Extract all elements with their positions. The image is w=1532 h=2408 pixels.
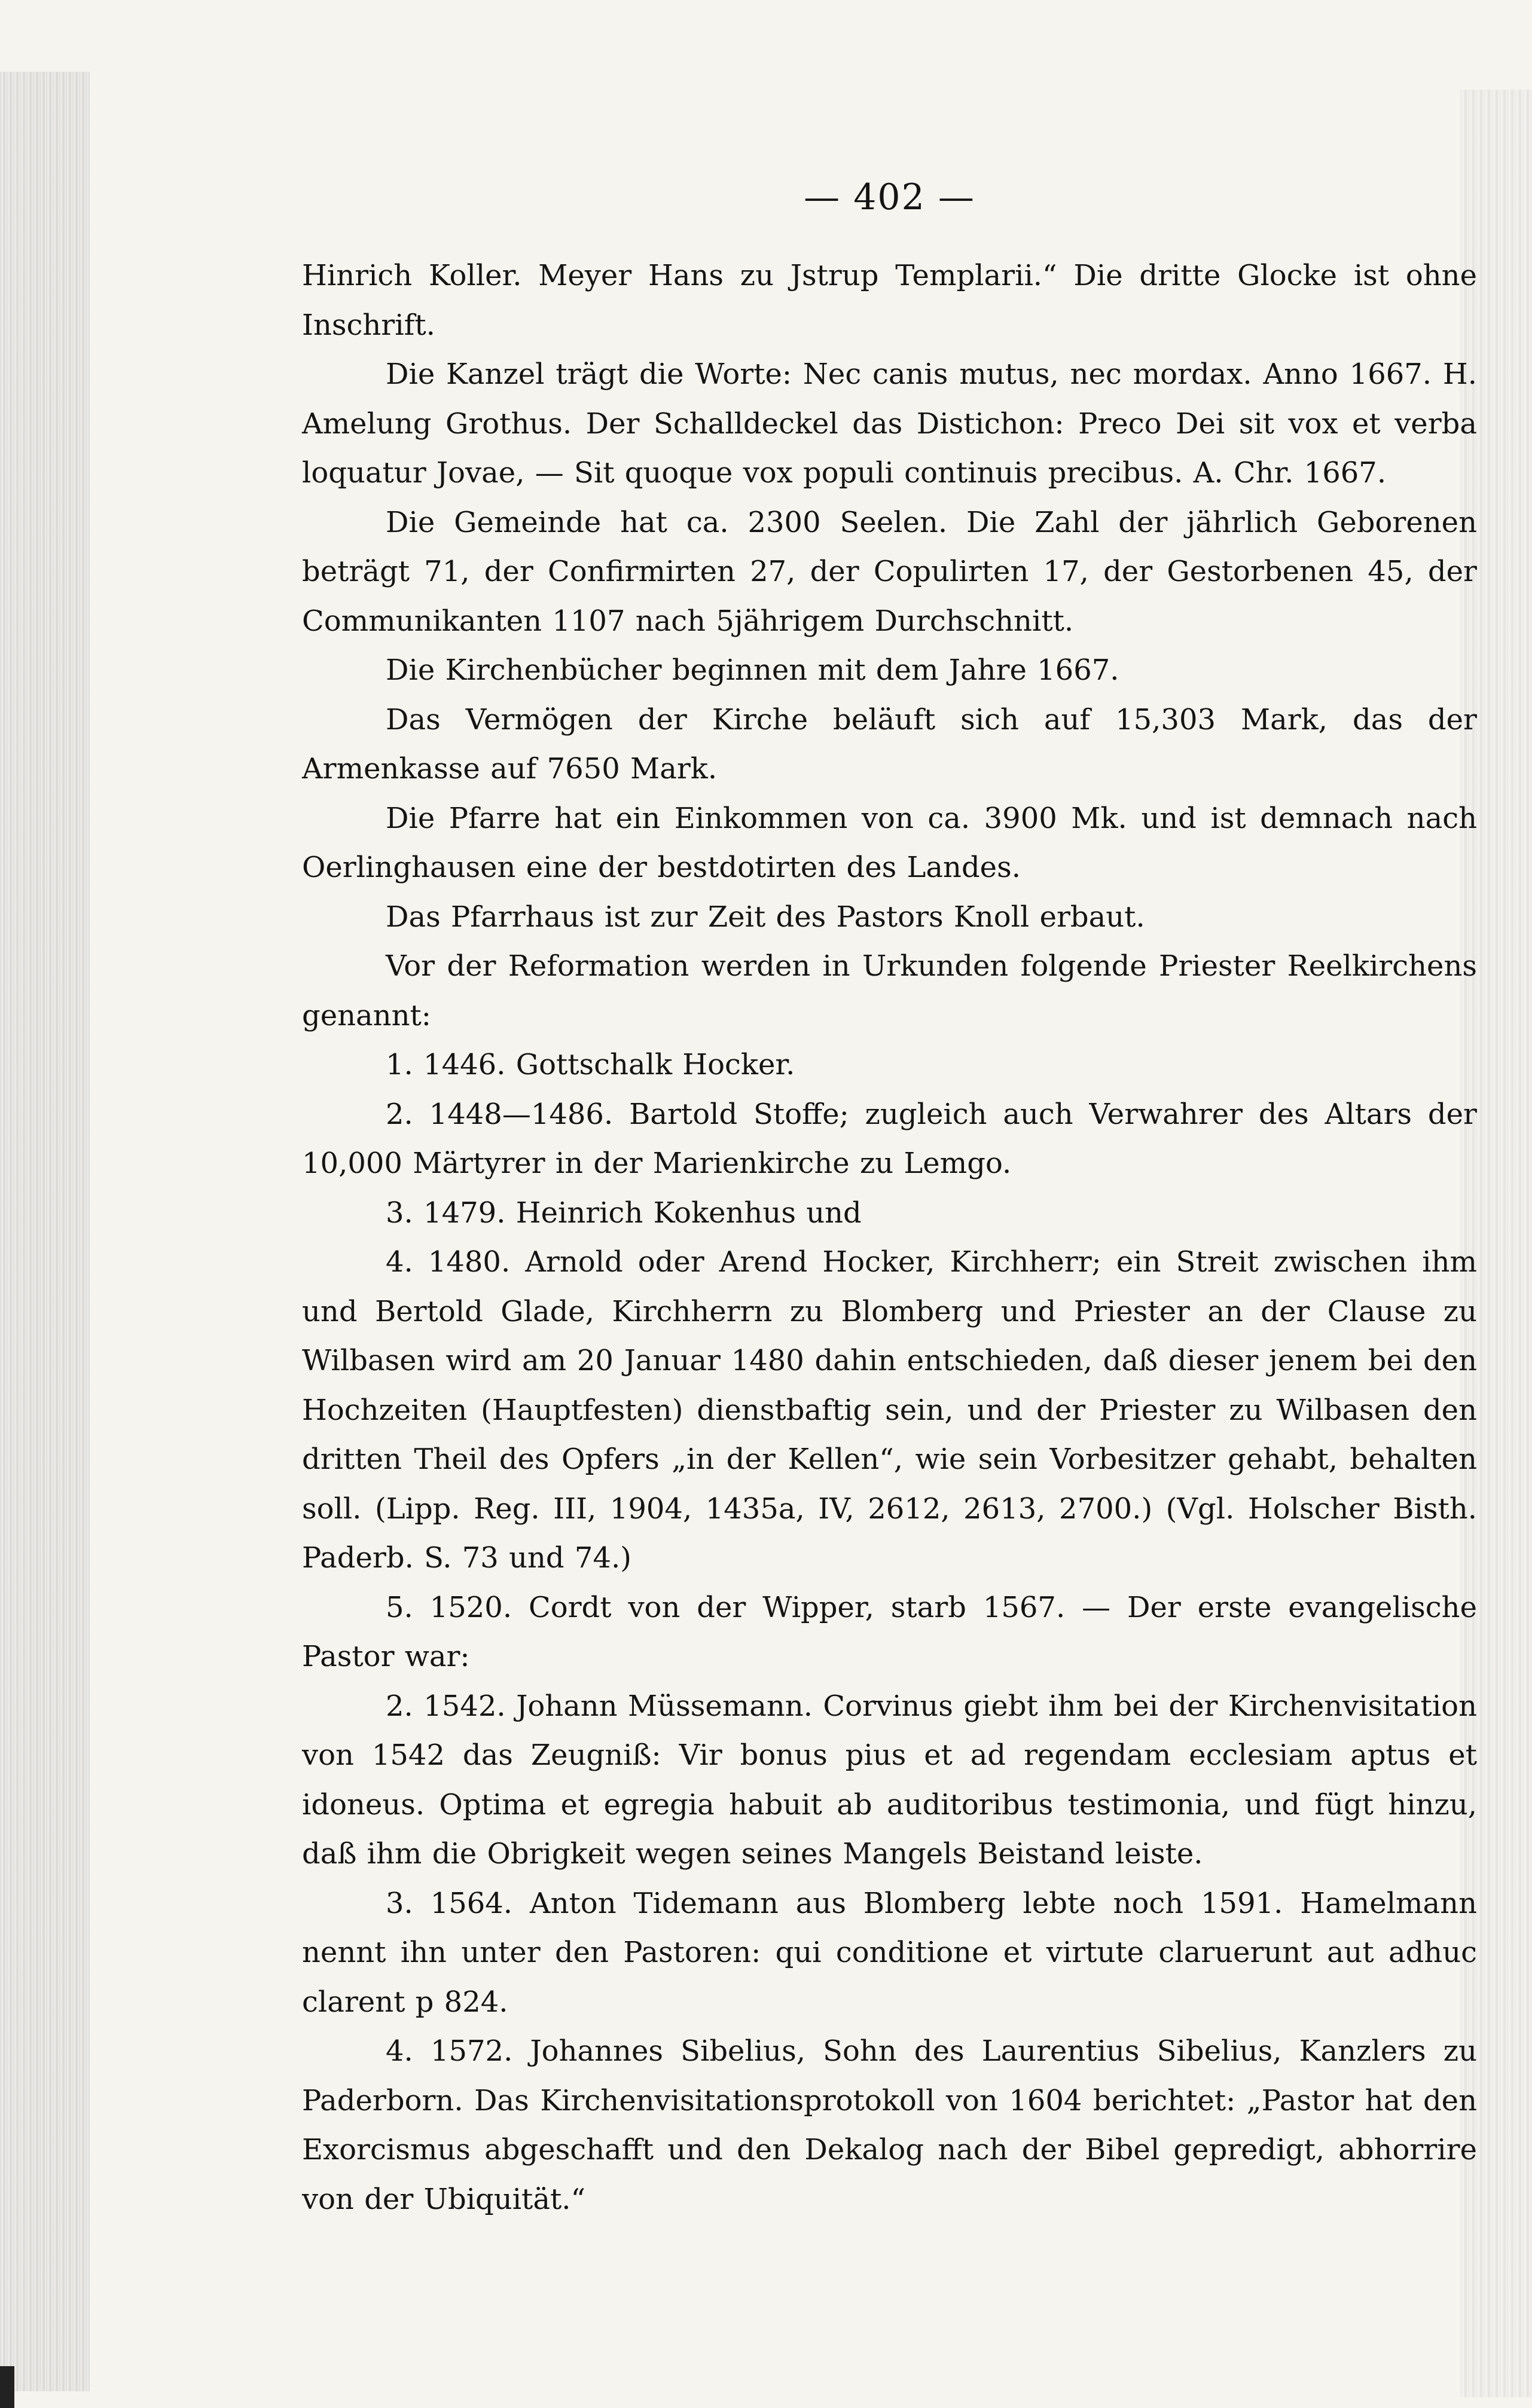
list-item-priest-4: 4. 1480. Arnold oder Arend Hocker, Kirchherr; ein Streit zwischen ihm und Bertold Glade, Kirchherrn zu Blomberg und Priester an der Clause zu Wilbasen wird am 20 Januar 1480 dahin entschieden, daß dieser jenem bei den Hochzeiten (Hauptfesten) dienstbaftig sein, und der Priester zu Wilbasen den dritten Theil des Opfers „in der Kellen“, wie sein Vorbesitzer gehabt, behalten soll. (Lipp. Reg. III, 1904, 1435a, IV, 2612, 2613, 2700.) (Vgl. Holscher Bisth. Paderb. S. 73 und 74.) [302,1245,1477,1575]
paragraph-community: Die Gemeinde hat ca. 2300 Seelen. Die Zahl der jährlich Geborenen beträgt 71, der Confirmirten 27, der Copulirten 17, der Gestorbenen 45, der Communikanten 1107 nach 5jährigem Durchschnitt. [302,505,1477,638]
paragraph-pulpit: Die Kanzel trägt die Worte: Nec canis mutus, nec mordax. Anno 1667. H. Amelung Grothus. Der Schalldeckel das Distichon: Preco Dei sit vox et verba loquatur Jovae, — Sit quoque vox populi continuis precibus. A. Chr. 1667. [302,357,1477,490]
paragraph-parish-income: Die Pfarre hat ein Einkommen von ca. 3900 Mk. und ist demnach nach Oerlinghausen eine der bestdotirten des Landes. [302,801,1477,884]
list-item-priest-5: 5. 1520. Cordt von der Wipper, starb 1567. — Der erste evangelische Pastor war: [302,1590,1477,1673]
paragraph-reformation-intro: Vor der Reformation werden in Urkunden folgende Priester Reelkirchens genannt: [302,949,1477,1032]
list-item-priest-2: 2. 1448—1486. Bartold Stoffe; zugleich auch Verwahrer des Altars der 10,000 Märtyrer in der Marienkirche zu Lemgo. [302,1097,1477,1180]
page-edge-shadow-left [0,72,90,2391]
paragraph-church-books: Die Kirchenbücher beginnen mit dem Jahre 1667. [386,653,1119,687]
paragraph-bell-inscription: Hinrich Koller. Meyer Hans zu Jstrup Templarii.“ Die dritte Glocke ist ohne Inschrift. [302,259,1477,342]
page-text [302,167,1477,2224]
scan-corner-mark [0,2366,14,2408]
list-item-priest-3: 3. 1479. Heinrich Kokenhus und [386,1196,862,1230]
paragraph-assets: Das Vermögen der Kirche beläuft sich auf 15,303 Mark, das der Armenkasse auf 7650 Mark. [302,702,1477,786]
list-item-pastor-4: 4. 1572. Johannes Sibelius, Sohn des Laurentius Sibelius, Kanzlers zu Paderborn. Das Kirchenvisitationsprotokoll von 1604 berichtet: „Pastor hat den Exorcismus abgeschafft und den Dekalog nach der Bibel gepredigt, abhorrire von der Ubiquität.“ [302,2034,1477,2216]
list-item-pastor-3: 3. 1564. Anton Tidemann aus Blomberg lebte noch 1591. Hamelmann nennt ihn unter den Pastoren: qui conditione et virtute claruerunt aut adhuc clarent p 824. [302,1886,1477,2019]
list-item-pastor-2: 2. 1542. Johann Müssemann. Corvinus giebt ihm bei der Kirchenvisitation von 1542 das Zeugniß: Vir bonus pius et ad regendam ecclesiam aptus et idoneus. Optima et egregia habuit ab auditoribus testimonia, und fügt hinzu, daß ihm die Obrigkeit wegen seines Mangels Beistand leiste. [302,1689,1477,1871]
list-item-priest-1: 1. 1446. Gottschalk Hocker. [386,1048,795,1081]
paragraph-rectory: Das Pfarrhaus ist zur Zeit des Pastors Knoll erbaut. [386,900,1145,934]
page-number: — 402 — [804,176,975,218]
